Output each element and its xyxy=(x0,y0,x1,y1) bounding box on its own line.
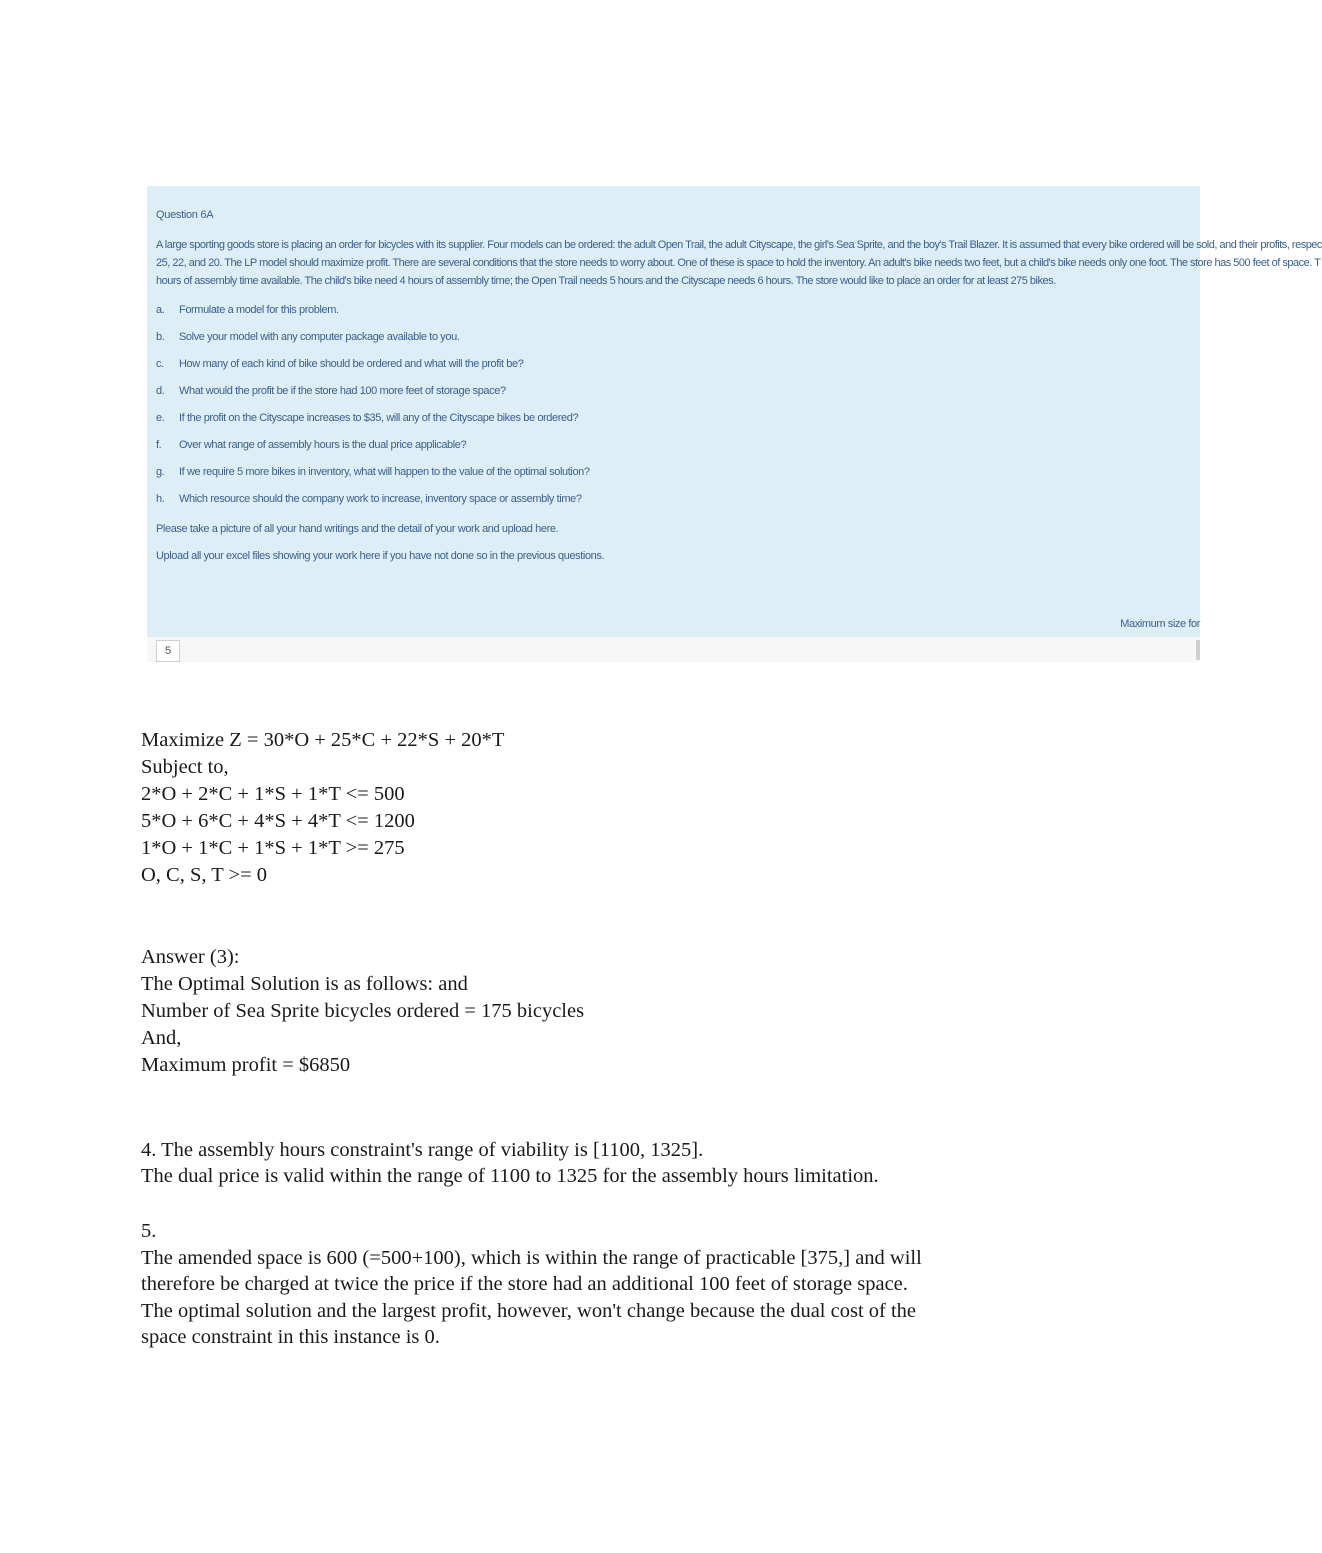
space-constraint: 2*O + 2*C + 1*S + 1*T <= 500 xyxy=(141,783,405,805)
question-body-line: 25, 22, and 20. The LP model should maximize profit. There are several conditions that the store needs to worry about. One of these is space to hold the inventory. An adult's bike needs two feet, but a child's bike needs only one foot. The store has 500 feet of space. T xyxy=(156,257,1321,269)
answer-text-line: The Optimal Solution is as follows: and xyxy=(141,973,468,995)
answer-text-line: The dual price is valid within the range of 1100 to 1325 for the assembly hours limitation. xyxy=(141,1165,879,1187)
item-text: Formulate a model for this problem. xyxy=(179,304,339,316)
answer-3-section xyxy=(141,944,584,1079)
item-letter: g. xyxy=(156,466,165,478)
list-item xyxy=(156,412,590,439)
nonnegativity-constraint: O, C, S, T >= 0 xyxy=(141,864,268,886)
item-letter: e. xyxy=(156,412,165,424)
list-item xyxy=(156,466,590,493)
item-letter: h. xyxy=(156,493,165,505)
item-text: Solve your model with any computer package available to you. xyxy=(179,331,460,343)
objective-function: Maximize Z = 30*O + 25*C + 22*S + 20*T xyxy=(141,729,505,751)
item-text: Which resource should the company work to increase, inventory space or assembly time? xyxy=(179,493,582,505)
question-screenshot-panel xyxy=(147,186,1322,662)
answer-5-heading: 5. xyxy=(141,1220,157,1242)
order-constraint: 1*O + 1*C + 1*S + 1*T >= 275 xyxy=(141,837,405,859)
answer-text-line: And, xyxy=(141,1027,182,1049)
lp-model-formulation xyxy=(141,727,504,889)
max-size-label: Maximum size for xyxy=(1120,618,1200,630)
answer-text-line: The amended space is 600 (=500+100), which is within the range of practicable [375,] and will xyxy=(141,1246,922,1269)
list-item xyxy=(156,331,590,358)
answer-text-line: therefore be charged at twice the price if the store had an additional 100 feet of storage space. xyxy=(141,1273,908,1295)
answer-4-section xyxy=(141,1137,879,1189)
answer-text-line: Number of Sea Sprite bicycles ordered = 175 bicycles xyxy=(141,1000,585,1022)
item-text: If we require 5 more bikes in inventory, what will happen to the value of the optimal solution? xyxy=(179,466,590,478)
item-letter: d. xyxy=(156,385,165,397)
question-body-line: A large sporting goods store is placing an order for bicycles with its supplier. Four models can be ordered: the adult Open Trail, the adult Cityscape, the girl's Sea Sprite, and the boy's Trail Blazer. It is assumed that every bike ordered will be sold, and their profits, respec xyxy=(156,239,1322,251)
answer-text-line: The optimal solution and the largest profit, however, won't change because the dual cost of the xyxy=(141,1299,917,1322)
answer-3-heading: Answer (3): xyxy=(141,946,240,968)
question-body xyxy=(156,236,1322,290)
list-item xyxy=(156,493,590,520)
item-text: If the profit on the Cityscape increases to $35, will any of the Cityscape bikes be ordered? xyxy=(179,412,579,424)
item-text: What would the profit be if the store had 100 more feet of storage space? xyxy=(179,385,506,397)
answer-5-section xyxy=(141,1218,922,1351)
assembly-constraint: 5*O + 6*C + 4*S + 4*T <= 1200 xyxy=(141,810,415,832)
item-text: Over what range of assembly hours is the dual price applicable? xyxy=(179,439,467,451)
answer-text-line: space constraint in this instance is 0. xyxy=(141,1326,440,1348)
list-item xyxy=(156,304,590,331)
answer-text-line: 4. The assembly hours constraint's range of viability is [1100, 1325]. xyxy=(141,1139,704,1161)
question-body-line: hours of assembly time available. The child's bike need 4 hours of assembly time; the Open Trail needs 5 hours and the Cityscape needs 6 hours. The store would like to place an order for at least 275 bikes. xyxy=(156,275,1056,287)
answer-text-line: Maximum profit = $6850 xyxy=(141,1054,351,1076)
item-text: How many of each kind of bike should be ordered and what will the profit be? xyxy=(179,358,524,370)
item-letter: c. xyxy=(156,358,164,370)
question-title: Question 6A xyxy=(156,209,214,221)
item-letter: a. xyxy=(156,304,165,316)
excel-upload-instruction: Upload all your excel files showing your work here if you have not done so in the previous questions. xyxy=(156,550,605,562)
list-item xyxy=(156,385,590,412)
subject-to-label: Subject to, xyxy=(141,756,229,778)
list-item xyxy=(156,439,590,466)
file-upload-bar xyxy=(147,637,1200,662)
list-item xyxy=(156,358,590,385)
question-items-list xyxy=(156,304,590,520)
scrollbar-edge xyxy=(1196,640,1200,660)
item-letter: b. xyxy=(156,331,165,343)
file-icon[interactable]: 5 xyxy=(156,640,180,662)
upload-instruction: Please take a picture of all your hand writings and the detail of your work and upload here. xyxy=(156,523,559,535)
item-letter: f. xyxy=(156,439,162,451)
